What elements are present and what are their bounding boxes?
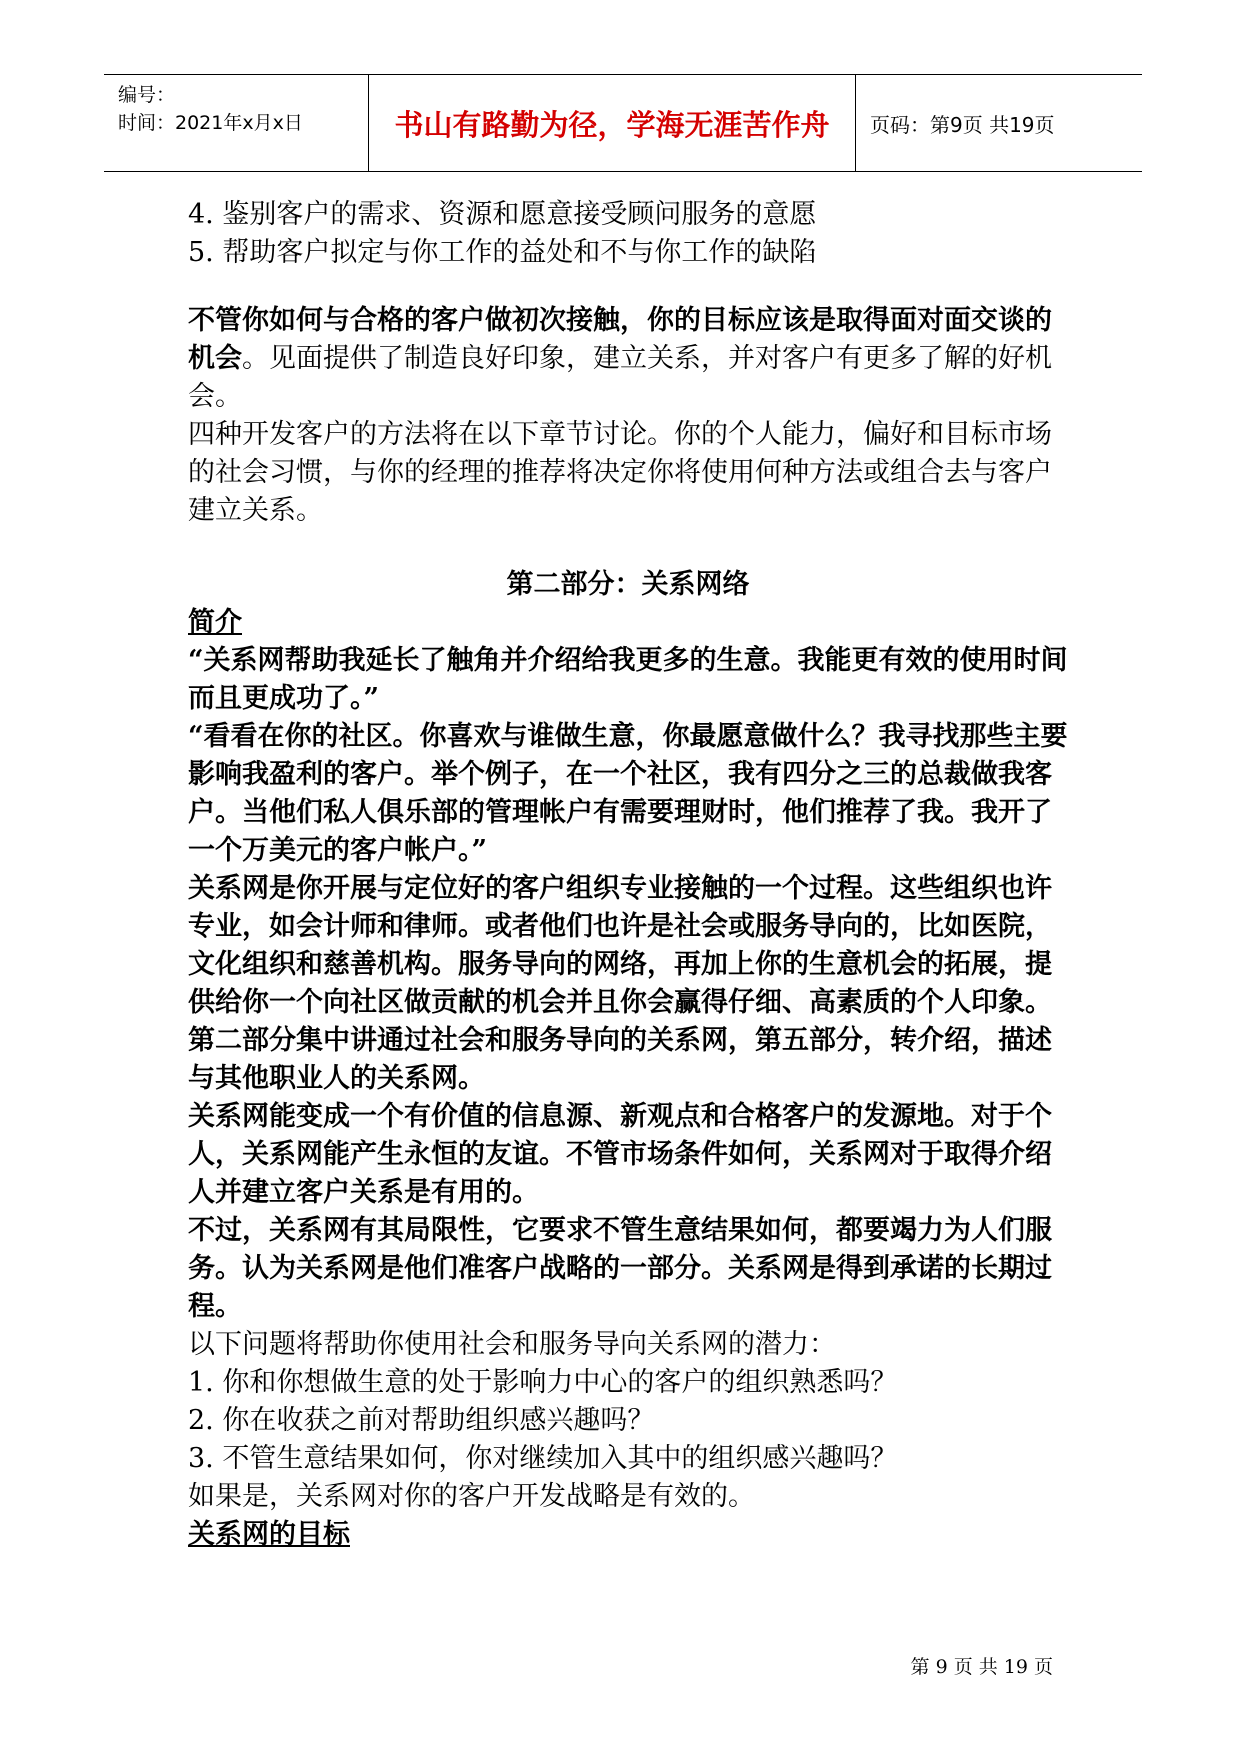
paragraph: 四种开发客户的方法将在以下章节讨论。你的个人能力，偏好和目标市场的社会习惯，与你的经理的推荐将决定你将使用何种方法或组合去与客户建立关系。 [188, 419, 1052, 526]
list-item: 2. 你在收获之前对帮助组织感兴趣吗？ [188, 1405, 655, 1436]
paragraph [188, 302, 1068, 416]
list-item: 5. 帮助客户拟定与你工作的益处和不与你工作的缺陷 [188, 237, 817, 268]
bold-text: 不管你如何与合格的客户做初次接触，你的目标应该是取得面对面交谈的机会 [188, 305, 1052, 374]
document-number-label: 编号： [118, 84, 176, 106]
intro-heading: 简介 [188, 607, 242, 638]
header-meta [104, 75, 368, 171]
list-item: 3. 不管生意结果如何，你对继续加入其中的组织感兴趣吗？ [188, 1443, 898, 1474]
section-title: 第二部分：关系网络 [506, 569, 750, 600]
document-body [188, 196, 1068, 1554]
paragraph-text: 。见面提供了制造良好印象，建立关系，并对客户有更多了解的好机会。 [188, 343, 1052, 412]
paragraph: 第二部分集中讲通过社会和服务导向的关系网，第五部分，转介绍，描述与其他职业人的关系网。 [188, 1025, 1052, 1094]
quote: “关系网帮助我延长了触角并介绍给我更多的生意。我能更有效的使用时间而且更成功了。” [188, 645, 1068, 714]
list-item: 4. 鉴别客户的需求、资源和愿意接受顾问服务的意愿 [188, 199, 817, 230]
quote: “看看在你的社区。你喜欢与谁做生意，你最愿意做什么？我寻找那些主要影响我盈利的客户。举个例子，在一个社区，我有四分之三的总裁做我客户。当他们私人俱乐部的管理帐户有需要理财时，他们推荐了我。我开了一个万美元的客户帐户。” [188, 721, 1068, 866]
paragraph: 关系网能变成一个有价值的信息源、新观点和合格客户的发源地。对于个人，关系网能产生永恒的友谊。不管市场条件如何，关系网对于取得介绍人并建立客户关系是有用的。 [188, 1101, 1052, 1208]
header-motto: 书山有路勤为径，学海无涯苦作舟 [368, 75, 856, 171]
paragraph: 如果是，关系网对你的客户开发战略是有效的。 [188, 1481, 755, 1512]
paragraph: 关系网是你开展与定位好的客户组织专业接触的一个过程。这些组织也许专业，如会计师和律师。或者他们也许是社会或服务导向的，比如医院，文化组织和慈善机构。服务导向的网络，再加上你的生意机会的拓展，提供给你一个向社区做贡献的机会并且你会赢得仔细、高素质的个人印象。 [188, 873, 1052, 1018]
goals-heading: 关系网的目标 [188, 1519, 350, 1550]
page-footer: 第 9 页 共 19 页 [910, 1656, 1053, 1678]
list-item: 1. 你和你想做生意的处于影响力中心的客户的组织熟悉吗？ [188, 1367, 898, 1398]
header-page-code: 页码：第9页 共19页 [870, 112, 1055, 137]
paragraph: 不过，关系网有其局限性，它要求不管生意结果如何，都要竭力为人们服务。认为关系网是他们准客户战略的一部分。关系网是得到承诺的长期过程。 [188, 1215, 1052, 1322]
paragraph: 以下问题将帮助你使用社会和服务导向关系网的潜力： [188, 1329, 836, 1360]
page-header [104, 74, 1142, 172]
document-time-label: 时间：2021年x月x日 [118, 112, 303, 134]
